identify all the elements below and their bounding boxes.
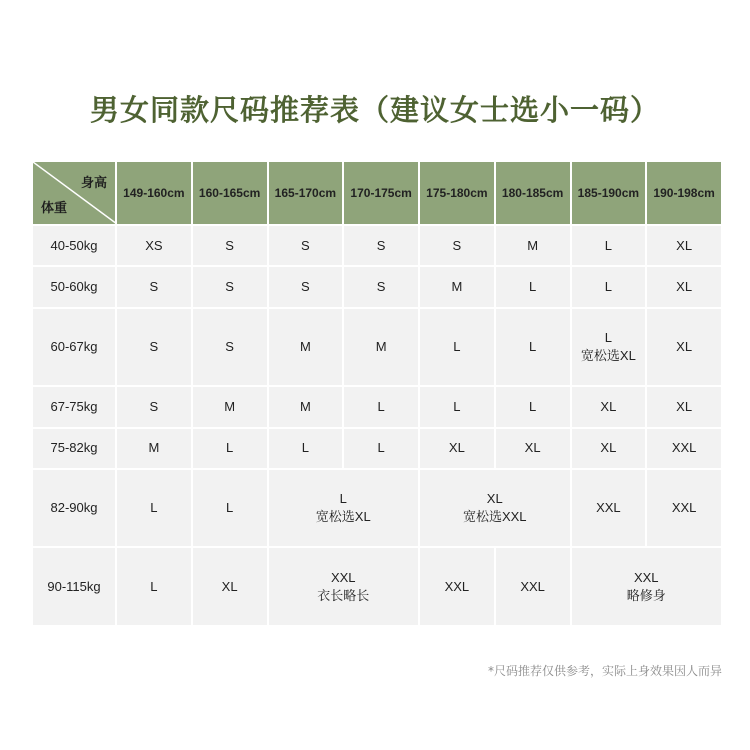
size-cell: S (116, 386, 192, 427)
weight-label: 82-90kg (32, 469, 116, 548)
size-cell: M (419, 266, 495, 307)
size-value: XL (486, 491, 503, 507)
size-cell: XXL (646, 469, 722, 548)
size-cell: XL (419, 428, 495, 469)
weight-label: 67-75kg (32, 386, 116, 427)
size-cell: M (116, 428, 192, 469)
size-cell: L (268, 428, 344, 469)
table-row (32, 547, 722, 626)
size-cell: S (116, 266, 192, 307)
size-cell: XL (646, 266, 722, 307)
table-row (32, 428, 722, 469)
size-note: 宽松选XXL (462, 509, 527, 525)
size-cell: XL (571, 428, 647, 469)
size-cell: S (192, 266, 268, 307)
size-cell: L (495, 308, 571, 387)
size-value: L (604, 329, 612, 345)
size-cell: S (268, 225, 344, 266)
size-value: XXL (633, 569, 659, 585)
size-cell: L (571, 266, 647, 307)
size-cell: L (192, 469, 268, 548)
size-cell: XXL (495, 547, 571, 626)
size-note: 宽松选XL (580, 347, 636, 363)
page-title: 男女同款尺码推荐表（建议女士选小一码） (89, 93, 660, 127)
weight-axis-label: 体重 (41, 200, 68, 215)
size-cell: S (343, 225, 419, 266)
size-cell-merged (268, 547, 420, 626)
size-cell: S (192, 308, 268, 387)
weight-label: 60-67kg (32, 308, 116, 387)
size-cell: M (343, 308, 419, 387)
size-note: 衣长略长 (317, 587, 370, 603)
size-note: 宽松选XL (315, 509, 371, 525)
size-cell: L (192, 428, 268, 469)
table-row (32, 386, 722, 427)
size-cell: XL (192, 547, 268, 626)
size-cell: L (343, 428, 419, 469)
weight-label: 90-115kg (32, 547, 116, 626)
size-cell: M (268, 308, 344, 387)
height-header: 149-160cm (116, 161, 192, 225)
size-cell-merged (571, 547, 723, 626)
size-value: XXL (330, 569, 356, 585)
size-cell: S (343, 266, 419, 307)
table-row (32, 266, 722, 307)
size-cell (571, 308, 647, 387)
height-header: 160-165cm (192, 161, 268, 225)
table-header-row (32, 161, 722, 225)
size-cell: M (192, 386, 268, 427)
size-value: L (339, 491, 347, 507)
size-cell: S (192, 225, 268, 266)
table-row (32, 225, 722, 266)
size-cell: XL (571, 386, 647, 427)
size-cell: XXL (571, 469, 647, 548)
weight-label: 50-60kg (32, 266, 116, 307)
size-cell: XL (646, 386, 722, 427)
size-cell: S (419, 225, 495, 266)
size-cell: M (495, 225, 571, 266)
height-header: 190-198cm (646, 161, 722, 225)
corner-header-cell (32, 161, 116, 225)
size-cell: L (419, 386, 495, 427)
table-row (32, 308, 722, 387)
table-row (32, 469, 722, 548)
size-cell: XL (495, 428, 571, 469)
size-cell: L (495, 266, 571, 307)
size-cell: S (268, 266, 344, 307)
size-cell-merged (268, 469, 420, 548)
size-cell: XL (646, 225, 722, 266)
size-cell: L (495, 386, 571, 427)
size-cell: L (116, 469, 192, 548)
size-cell: S (116, 308, 192, 387)
size-cell: L (343, 386, 419, 427)
size-chart-table (31, 160, 723, 627)
height-header: 165-170cm (268, 161, 344, 225)
size-cell: L (116, 547, 192, 626)
size-cell: XS (116, 225, 192, 266)
size-cell-merged (419, 469, 571, 548)
size-cell: L (571, 225, 647, 266)
height-header: 185-190cm (571, 161, 647, 225)
size-cell: M (268, 386, 344, 427)
disclaimer-note: *尺码推荐仅供参考，实际上身效果因人而异 (487, 664, 722, 678)
height-axis-label: 身高 (80, 175, 107, 190)
weight-label: 75-82kg (32, 428, 116, 469)
height-header: 175-180cm (419, 161, 495, 225)
height-header: 170-175cm (343, 161, 419, 225)
size-cell: XL (646, 308, 722, 387)
height-header: 180-185cm (495, 161, 571, 225)
size-cell: XXL (646, 428, 722, 469)
weight-label: 40-50kg (32, 225, 116, 266)
size-cell: L (419, 308, 495, 387)
size-cell: XXL (419, 547, 495, 626)
size-note: 略修身 (626, 587, 666, 603)
